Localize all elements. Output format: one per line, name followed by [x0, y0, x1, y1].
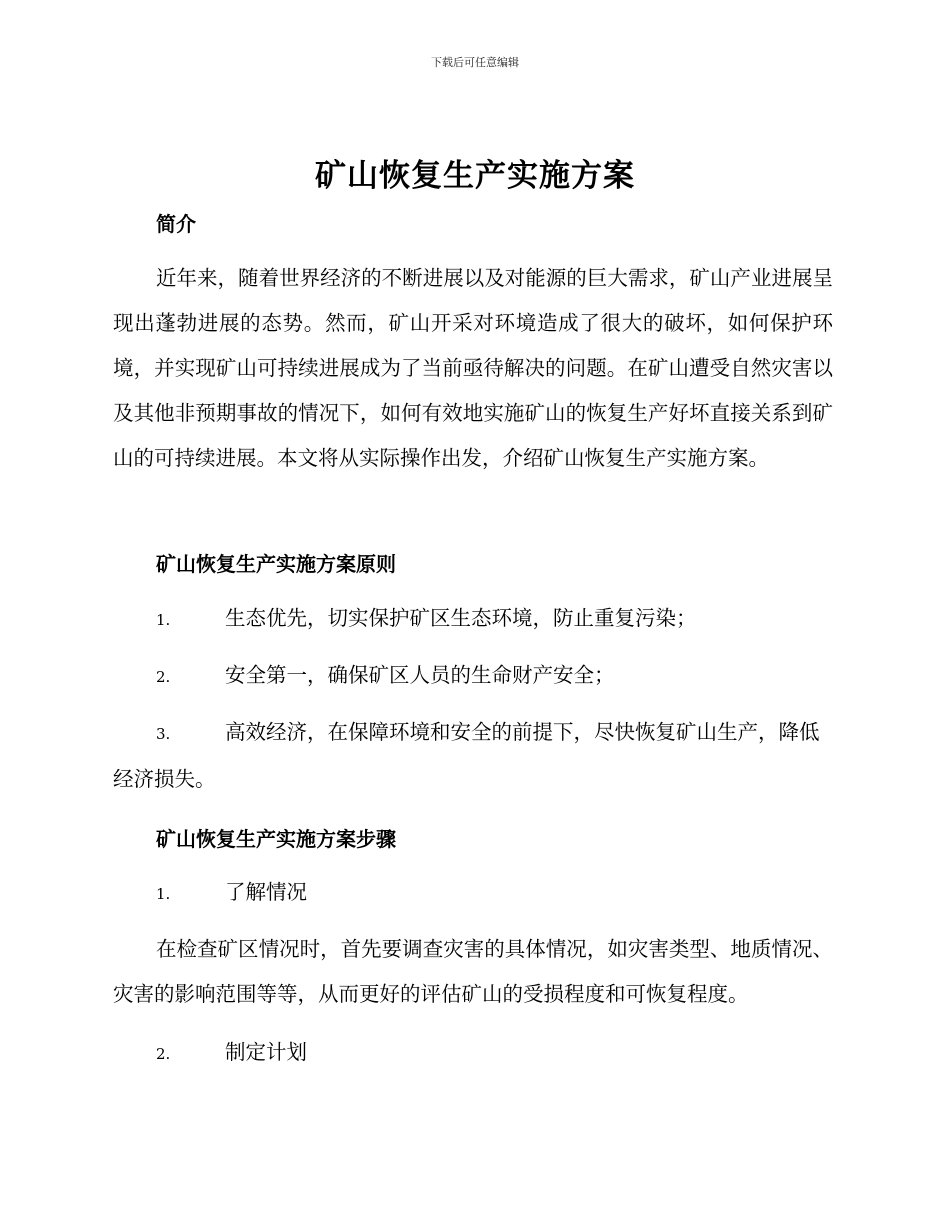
list-item-text: 安全第一，确保矿区人员的生命财产安全； [225, 663, 615, 687]
list-number: 1. [156, 611, 171, 629]
intro-paragraph: 近年来，随着世界经济的不断进展以及对能源的巨大需求，矿山产业进展呈现出蓬勃进展的态势。然而，矿山开采对环境造成了很大的破坏，如何保护环境，并实现矿山可持续进展成为了当前亟待解决的问题。在矿山遭受自然灾害以及其他非预期事故的情况下，如何有效地实施矿山的恢复生产好坏直接关系到矿山的可持续进展。本文将从实际操作出发，介绍矿山恢复生产实施方案。 [113, 266, 833, 470]
principle-item-3 [113, 710, 833, 802]
list-number: 2. [156, 1045, 171, 1063]
step1-paragraph: 在检查矿区情况时，首先要调查灾害的具体情况，如灾害类型、地质情况、灾害的影响范围等等，从而更好的评估矿山的受损程度和可恢复程度。 [113, 937, 833, 1006]
step-item-1 [113, 870, 833, 917]
principle-item-2 [113, 653, 833, 700]
step-item-2 [113, 1030, 833, 1077]
document-title: 矿山恢复生产实施方案 [315, 158, 635, 194]
list-item-text: 高效经济，在保障环境和安全的前提下，尽快恢复矿山生产，降低经济损失。 [113, 720, 820, 791]
section-heading-steps: 矿山恢复生产实施方案步骤 [156, 827, 396, 851]
principle-item-1 [113, 596, 833, 643]
list-item-text: 生态优先，切实保护矿区生态环境，防止重复污染； [225, 606, 697, 630]
list-number: 1. [156, 885, 171, 903]
list-number: 2. [156, 668, 171, 686]
list-number: 3. [156, 725, 171, 743]
section-heading-intro: 简介 [156, 212, 196, 236]
header-note: 下载后可任意编辑 [431, 56, 519, 69]
list-item-text: 制定计划 [225, 1040, 307, 1064]
section-heading-principles: 矿山恢复生产实施方案原则 [156, 552, 396, 576]
list-item-text: 了解情况 [225, 880, 307, 904]
